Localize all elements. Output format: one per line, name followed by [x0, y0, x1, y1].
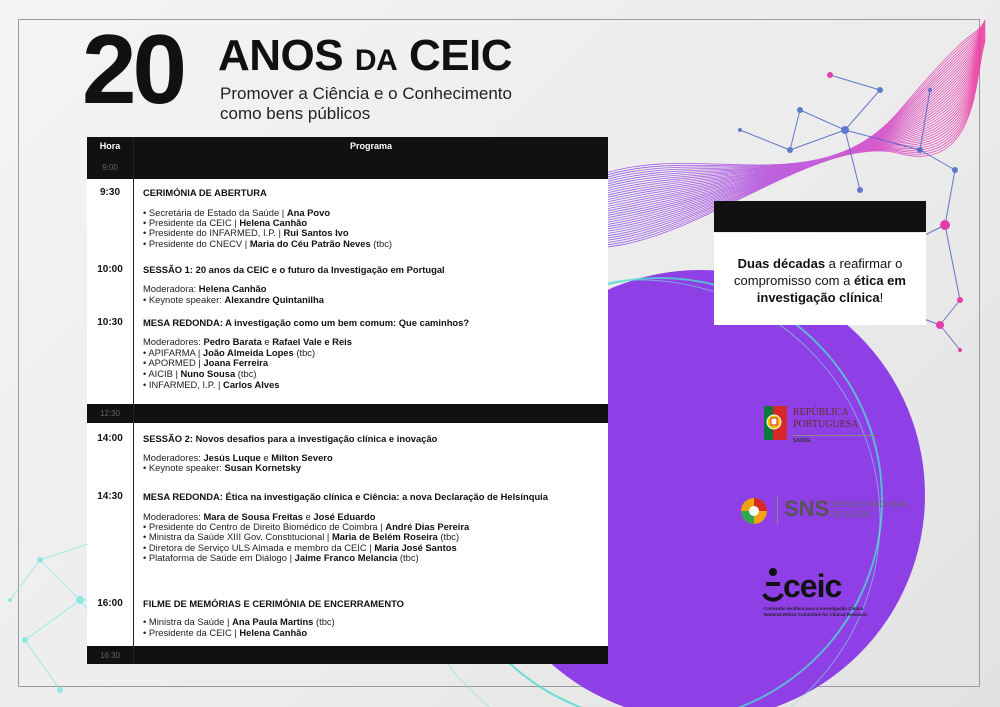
network-node	[738, 128, 742, 132]
network-node	[857, 187, 863, 193]
network-link	[845, 90, 880, 130]
program-table	[87, 137, 608, 664]
line-bold: Maria do Céu Patrão Neves	[249, 238, 371, 249]
callout-text: a reafirmar o compromisso com a	[734, 256, 903, 288]
line-pre: • Keynote speaker:	[143, 294, 225, 305]
session-line	[143, 283, 267, 294]
break-time: 12:30	[99, 409, 121, 418]
line-bold: Jaime Franco Melancia	[294, 552, 398, 563]
republica-line-1: REPÚBLICA	[793, 407, 849, 418]
break-row	[87, 646, 608, 664]
line-pre: Moderadores:	[143, 336, 204, 347]
republica-line-2: PORTUGUESA	[793, 419, 859, 430]
line-pre: • Presidente do INFARMED, I.P. |	[143, 227, 284, 238]
network-node	[877, 87, 883, 93]
wave-line	[600, 34, 985, 221]
network-node	[797, 107, 803, 113]
network-link	[940, 325, 960, 350]
republica-rule	[793, 435, 875, 436]
session-time: 9:30	[99, 187, 120, 198]
session-line	[143, 368, 257, 379]
session-line	[143, 616, 335, 627]
session-title: FILME DE MEMÓRIAS E CERIMÓNIA DE ENCERRAMENTO	[143, 598, 404, 609]
line-bold: Alexandre Quintanilha	[224, 294, 324, 305]
title-ceic: CEIC	[408, 31, 513, 80]
big-number-20: 20	[82, 14, 184, 124]
break-row	[87, 404, 608, 423]
wave-line	[600, 36, 985, 228]
ceic-sub-1: Comissão de Ética para a Investigação Clínica	[764, 606, 864, 611]
line-bold: Joana Ferreira	[203, 357, 269, 368]
session-title: SESSÃO 1: 20 anos da CEIC e o futuro da Investigação em Portugal	[143, 264, 445, 275]
ceic-sub-2: National Ethics Committee for Clinical Research	[764, 612, 868, 617]
network-node	[936, 321, 944, 329]
line-bold: Carlos Alves	[223, 379, 280, 390]
line-bold: Nuno Sousa	[180, 368, 236, 379]
line-bold: Mara de Sousa Freitas	[203, 511, 303, 522]
session-line	[143, 379, 280, 390]
wave-line	[600, 35, 985, 224]
session-title: CERIMÓNIA DE ABERTURA	[143, 187, 267, 198]
line-pre: • Keynote speaker:	[143, 462, 225, 473]
network-link	[845, 130, 860, 190]
session-time: 10:30	[97, 317, 123, 328]
line-pre: Moderadora:	[143, 283, 199, 294]
network-link	[830, 75, 880, 90]
col-programa: Programa	[349, 141, 393, 151]
line-pre: • Ministra da Saúde |	[143, 616, 233, 627]
break-time: 16:30	[99, 651, 121, 660]
session-line	[143, 552, 419, 563]
callout-bold-1: Duas décadas	[737, 256, 826, 271]
line-pre: • APIFARMA |	[143, 347, 203, 358]
line-pre: • Plataforma de Saúde em Diálogo |	[143, 552, 295, 563]
network-link	[740, 130, 790, 150]
session-line	[143, 294, 324, 305]
line-post: (tbc)	[397, 552, 419, 563]
col-hora: Hora	[99, 141, 121, 151]
line-post: (tbc)	[437, 531, 460, 542]
session-title: MESA REDONDA: Ética na investigação clínica e Ciência: a nova Declaração de Helsínquia	[143, 491, 548, 502]
republica-sub: SAÚDE	[793, 438, 811, 444]
line-bold2: Rafael Vale e Reis	[272, 336, 352, 347]
line-pre: • Diretora de Serviço ULS Almada e membro da CEIC |	[143, 542, 375, 553]
network-node	[827, 72, 833, 78]
line-pre: • Presidente da CEIC |	[143, 627, 240, 638]
session-line	[143, 227, 349, 238]
sns-logo-text: SNS	[784, 496, 830, 521]
session-title: SESSÃO 2: Novos desafios para a investigação clínica e inovação	[143, 433, 438, 444]
network-link	[945, 170, 955, 225]
network-link	[940, 300, 960, 325]
wave-line	[600, 28, 985, 201]
break-row	[87, 155, 608, 179]
line-bold: André Dias Pereira	[385, 521, 470, 532]
line-bold: Helena Canhão	[239, 627, 308, 638]
ceic-logo-sub	[764, 606, 867, 618]
network-node	[917, 147, 923, 153]
network-node	[841, 126, 849, 134]
line-pre: • AICIB |	[143, 368, 181, 379]
line-bold: Jesús Luque	[203, 452, 261, 463]
session-time: 14:00	[97, 433, 123, 444]
line-bold: Pedro Barata	[203, 336, 262, 347]
title-da: DA	[354, 44, 398, 77]
teal-node	[37, 557, 43, 563]
line-bold: Helena Canhão	[239, 217, 308, 228]
line-post: (tbc)	[293, 347, 316, 358]
callout-bold-2: ética em investigação clínica	[756, 273, 906, 305]
session-line	[143, 336, 352, 347]
line-pre: • Presidente da CEIC |	[143, 217, 240, 228]
teal-node	[22, 637, 28, 643]
line-bold: Susan Kornetsky	[224, 462, 302, 473]
session-line	[143, 462, 301, 473]
title-anos: ANOS	[218, 31, 344, 80]
republica-portuguesa-emblem-icon	[764, 406, 790, 440]
sns-logo-sub	[830, 500, 909, 520]
line-mid: e	[302, 511, 314, 522]
network-node	[952, 167, 958, 173]
wave-line	[600, 33, 985, 217]
line-post: (tbc)	[370, 238, 393, 249]
teal-node	[8, 598, 12, 602]
line-bold2: Milton Severo	[271, 452, 333, 463]
teal-link	[25, 600, 80, 640]
subtitle-line-1: Promover a Ciência e o Conhecimento	[220, 84, 512, 103]
line-post: (tbc)	[235, 368, 257, 379]
line-mid: e	[260, 452, 272, 463]
ceic-logo-text: ceic	[783, 568, 842, 604]
sns-sub-2: DE SAÚDE	[830, 510, 871, 519]
line-pre: • INFARMED, I.P. |	[143, 379, 224, 390]
table-header	[87, 137, 608, 155]
callout-box	[714, 233, 926, 325]
line-pre: • Presidente do CNECV |	[143, 238, 250, 249]
network-link	[945, 225, 960, 300]
line-bold: João Almeida Lopes	[202, 347, 294, 358]
session-line	[143, 627, 307, 638]
session-time: 14:30	[97, 491, 123, 502]
session-time: 16:00	[97, 598, 123, 609]
session-line	[143, 357, 268, 368]
network-node	[958, 348, 962, 352]
session-line	[143, 531, 459, 542]
event-subtitle	[220, 84, 512, 124]
event-title	[218, 31, 513, 80]
teal-link	[10, 560, 40, 600]
line-bold: Ana Povo	[286, 207, 331, 218]
sns-logo-icon	[738, 496, 770, 526]
line-bold: Helena Canhão	[198, 283, 267, 294]
line-pre: • Ministra da Saúde XIII Gov. Constitucional |	[143, 531, 332, 542]
line-pre: • Presidente do Centro de Direito Biomédico de Coimbra |	[143, 521, 386, 532]
line-bold: Ana Paula Martins	[232, 616, 314, 627]
line-pre: • Secretária de Estado da Saúde |	[143, 207, 287, 218]
network-node	[928, 88, 932, 92]
wave-line	[600, 23, 985, 184]
sns-sub-1: SERVIÇO NACIONAL	[830, 500, 909, 509]
teal-link	[25, 640, 60, 690]
network-link	[790, 130, 845, 150]
network-link	[790, 110, 800, 150]
session-line	[143, 238, 392, 249]
network-node	[787, 147, 793, 153]
wave-line	[600, 33, 985, 219]
break-time: 9:00	[102, 163, 118, 172]
republica-logo-text	[793, 407, 859, 431]
line-mid: e	[261, 336, 273, 347]
session-title: MESA REDONDA: A investigação como um bem comum: Que caminhos?	[143, 317, 470, 328]
network-node	[957, 297, 963, 303]
teal-node	[57, 687, 63, 693]
callout-end: !	[879, 290, 884, 305]
callout-bar	[714, 201, 926, 232]
ceic-person-icon	[762, 566, 784, 602]
line-bold: Rui Santos Ivo	[283, 227, 349, 238]
network-node	[940, 220, 950, 230]
teal-link	[40, 560, 80, 600]
teal-node	[76, 596, 84, 604]
session-time: 10:00	[97, 264, 123, 275]
line-pre: Moderadores:	[143, 452, 204, 463]
line-bold: Maria de Belém Roseira	[331, 531, 438, 542]
line-pre: Moderadores:	[143, 511, 204, 522]
line-bold: Maria José Santos	[374, 542, 457, 553]
subtitle-line-2: como bens públicos	[220, 104, 371, 123]
column-divider	[133, 137, 134, 664]
line-post: (tbc)	[313, 616, 335, 627]
line-bold2: José Eduardo	[313, 511, 376, 522]
network-link	[800, 110, 845, 130]
sns-divider	[777, 496, 778, 524]
line-pre: • APORMED |	[143, 357, 204, 368]
